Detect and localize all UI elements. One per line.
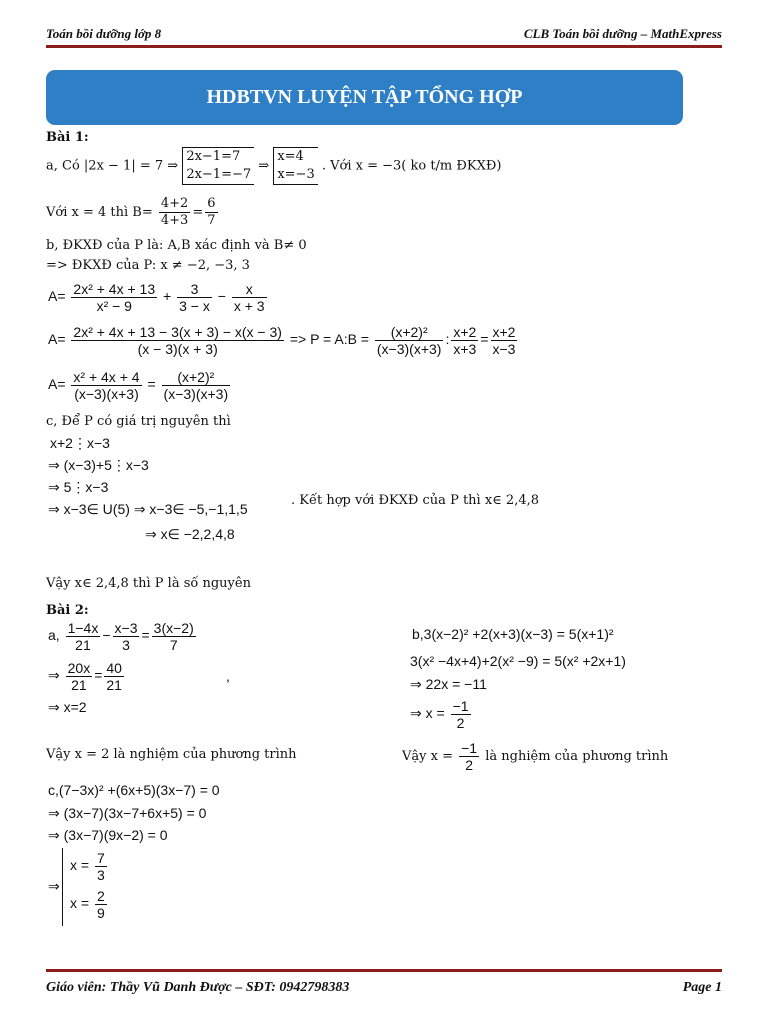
bai1-a-sys1-row1: 2x−1=7 — [186, 149, 241, 164]
A2-frac — [71, 324, 284, 357]
bai2-a-conclusion: Vậy x = 2 là nghiệm của phương trình — [46, 747, 297, 762]
bai1-b-value: Với x = 4 thì B= $\frac{4+2}{4+3}$ = $\frac{6}{7}$ — [46, 196, 216, 228]
bai1-b-line2: => ĐKXĐ của P: x ≠ −2, −3, 3 — [46, 258, 250, 273]
header-right: CLB Toán bồi dưỡng – MathExpress — [523, 26, 722, 41]
A2-frac3 — [491, 324, 518, 357]
bai2-a-s2-den1: 21 — [66, 676, 93, 693]
bai2-c4-root1 — [70, 850, 109, 883]
A1-den1: x² − 9 — [71, 297, 157, 314]
bai2-c1: c,(7−3x)² +(6x+5)(3x−7) = 0 — [48, 782, 220, 798]
A-label: A= — [48, 288, 66, 305]
A1-num3: x — [245, 281, 253, 297]
footer-page-number: Page 1 — [682, 980, 722, 995]
A3-eq: = — [147, 376, 156, 393]
bai2-b3: ⇒ 22x = −11 — [410, 676, 487, 692]
page-header — [46, 26, 722, 46]
bai2-c2: ⇒ (3x−7)(3x−7+6x+5) = 0 — [48, 805, 207, 821]
title-banner — [46, 70, 683, 125]
bai2-a-f3-num: 3(x−2) — [153, 620, 194, 636]
A3-den1: (x−3)(x+3) — [71, 385, 141, 402]
bai2-c4-r2-frac — [95, 888, 107, 921]
A2-f3-num: x+2 — [492, 324, 516, 340]
bai1-A-expr3 — [48, 369, 232, 402]
bai2-b-conc-pre: Vậy x = — [402, 749, 453, 764]
A2-f2-num: x+2 — [453, 324, 477, 340]
bai2-a-minus: − — [102, 627, 111, 644]
bai1-c4: ⇒ x−3∈ U(5) ⇒ x−3∈ −5,−1,1,5 — [48, 501, 248, 517]
header-left: Toán bồi dưỡng lớp 8 — [46, 26, 162, 41]
bai2-b-conc-frac — [459, 740, 479, 773]
bai2-b-conc-num: −1 — [461, 740, 478, 756]
bai1-c-line: c, Để P có giá trị nguyên thì — [46, 414, 231, 429]
bai1-a-suffix: . Với x = −3( ko t/m ĐKXĐ) — [321, 158, 502, 174]
bai2-a-eq2 — [48, 660, 126, 693]
bai1-b-frac-num: 4+2 — [160, 196, 189, 211]
banner-title: HDBTVN LUYỆN TẬP TỔNG HỢP — [206, 86, 523, 108]
bai2-b2: 3(x² −4x+4)+2(x² −9) = 5(x² +2x+1) — [410, 653, 626, 669]
bai1-part-a: a, Có |2x − 1| = 7 ⇒ 2x−1=7 2x−1=−7 ⇒ x=4 x=−3 . Với x = −3( ko t/m ĐKXĐ) — [46, 147, 501, 185]
bai2-a-s3: ⇒ x=2 — [48, 699, 87, 715]
A2-colon: : — [445, 331, 450, 348]
A3-den2: (x−3)(x+3) — [163, 386, 229, 402]
A3-frac2 — [162, 369, 231, 402]
bai2-a-f1 — [66, 620, 101, 653]
bai2-b-conclusion — [402, 740, 668, 773]
A2-arrow: => P = A:B = — [289, 331, 369, 348]
A2-frac2 — [451, 324, 478, 357]
bai2-c3: ⇒ (3x−7)(9x−2) = 0 — [48, 827, 168, 843]
bai2-heading: Bài 2: — [46, 603, 89, 618]
bai2-c4-r2-den: 9 — [96, 905, 105, 921]
bai2-a-s2-arrow: ⇒ — [48, 667, 60, 684]
bai2-b4-frac — [451, 698, 471, 731]
A2-num: 2x² + 4x + 13 − 3(x + 3) − x(x − 3) — [73, 324, 282, 340]
bai2-b4-num: −1 — [452, 698, 469, 714]
bai1-c4-tail: . Kết hợp với ĐKXĐ của P thì x∈ 2,4,8 — [291, 493, 539, 508]
header-rule — [46, 45, 722, 48]
page-footer — [46, 980, 722, 1000]
A1-frac1 — [71, 281, 157, 314]
bai2-b4-arrow: ⇒ x = — [410, 705, 445, 722]
A2-f1-num: (x+2)² — [390, 324, 428, 340]
A3-num1: x² + 4x + 4 — [73, 369, 140, 385]
A1-frac3 — [232, 281, 267, 314]
bai1-c3: ⇒ 5⋮x−3 — [48, 479, 109, 495]
A1-frac2 — [177, 281, 212, 314]
bai1-b-value-prefix: Với x = 4 thì B= — [46, 205, 153, 220]
bai1-a-system2 — [273, 147, 317, 185]
A-label-3: A= — [48, 376, 66, 393]
bai2-b-conc-post: là nghiệm của phương trình — [485, 749, 669, 764]
A1-minus: − — [217, 288, 226, 305]
bai1-b-frac — [159, 196, 190, 229]
bai2-c4-r2-pre: x = — [70, 895, 90, 912]
bai2-a-s2-f1 — [66, 660, 93, 693]
bai2-b1: b,3(x−2)² +2(x+3)(x−3) = 5(x+1)² — [412, 626, 614, 642]
bai1-b-result-den: 7 — [207, 213, 216, 228]
bai2-a-f2 — [113, 620, 140, 653]
bai1-c5: ⇒ x∈ −2,2,4,8 — [145, 526, 235, 542]
bai2-a-eq: = — [141, 627, 150, 644]
bai1-a-system1 — [182, 147, 254, 185]
bai1-a-prefix: a, Có |2x − 1| = 7 ⇒ — [46, 158, 179, 174]
bai2-b-conc-den: 2 — [459, 756, 479, 773]
A1-num2: 3 — [190, 281, 199, 297]
footer-rule — [46, 969, 722, 972]
A1-plus: + — [163, 288, 172, 305]
bai2-b4 — [410, 698, 473, 731]
bai1-b-result — [205, 196, 217, 229]
bai1-b-line1: b, ĐKXĐ của P là: A,B xác định và B≠ 0 — [46, 238, 307, 253]
bai1-a-sys1-row2: 2x−1=−7 — [186, 167, 252, 182]
bai2-c4-r2-num: 2 — [96, 888, 105, 904]
bai2-a-s2-f2 — [104, 660, 124, 693]
A1-den2: 3 − x — [179, 298, 210, 314]
bai2-c4-r1-pre: x = — [70, 857, 90, 874]
bai2-a-f2-num: x−3 — [114, 620, 138, 636]
bai2-a-f1-num: 1−4x — [67, 620, 99, 636]
bai2-a-s2-eq: = — [94, 667, 103, 684]
bai2-a-f3 — [152, 620, 196, 653]
A-label-2: A= — [48, 331, 66, 348]
bai2-a-s2-num1: 20x — [67, 660, 91, 676]
bai1-conclusion: Vậy x∈ 2,4,8 thì P là số nguyên — [46, 576, 251, 591]
A2-f3-den: x−3 — [492, 341, 516, 357]
bai2-c4-r1-frac — [95, 850, 107, 883]
bai1-a-sys2-row1: x=4 — [277, 149, 304, 164]
bai2-a-s2-den2: 21 — [106, 677, 122, 693]
bai1-b-result-num: 6 — [207, 196, 216, 211]
bai1-c1: x+2⋮x−3 — [50, 435, 110, 451]
bai2-c4-arrow: ⇒ — [48, 878, 60, 894]
bai2-a-s2-num2: 40 — [106, 660, 122, 676]
A3-num2: (x+2)² — [177, 369, 215, 385]
bai2-a-f2-den: 3 — [113, 636, 140, 653]
bai2-c4-r1-den: 3 — [96, 867, 105, 883]
bai1-A-expr1 — [48, 281, 269, 314]
bai1-b-frac-den: 4+3 — [160, 213, 189, 228]
bai2-a-eq1 — [48, 620, 198, 653]
bai2-a-label: a, — [48, 627, 60, 644]
A2-f2-den: x+3 — [453, 341, 477, 357]
A1-den3: x + 3 — [233, 298, 265, 314]
bai1-a-sys2-row2: x=−3 — [277, 167, 315, 182]
A2-frac1 — [375, 324, 444, 357]
bai1-c2: ⇒ (x−3)+5⋮x−3 — [48, 457, 149, 473]
A2-f1-den: (x−3)(x+3) — [376, 341, 442, 357]
A1-num1: 2x² + 4x + 13 — [73, 281, 156, 297]
bai2-b4-den: 2 — [451, 714, 471, 731]
bai2-c4-r1-num: 7 — [96, 850, 105, 866]
bai2-a-f1-den: 21 — [66, 636, 101, 653]
bai2-a-comma: , — [226, 668, 230, 684]
footer-left: Giáo viên: Thầy Vũ Danh Được – SĐT: 0942798383 — [46, 980, 350, 995]
bai2-c4-root2 — [70, 888, 109, 921]
bai2-a-f3-den: 7 — [152, 636, 196, 653]
bai1-heading: Bài 1: — [46, 130, 89, 145]
A2-eq: = — [480, 331, 489, 348]
A3-frac1 — [71, 369, 141, 402]
bai1-A-expr2 — [48, 324, 519, 357]
A2-den: (x − 3)(x + 3) — [71, 340, 284, 357]
